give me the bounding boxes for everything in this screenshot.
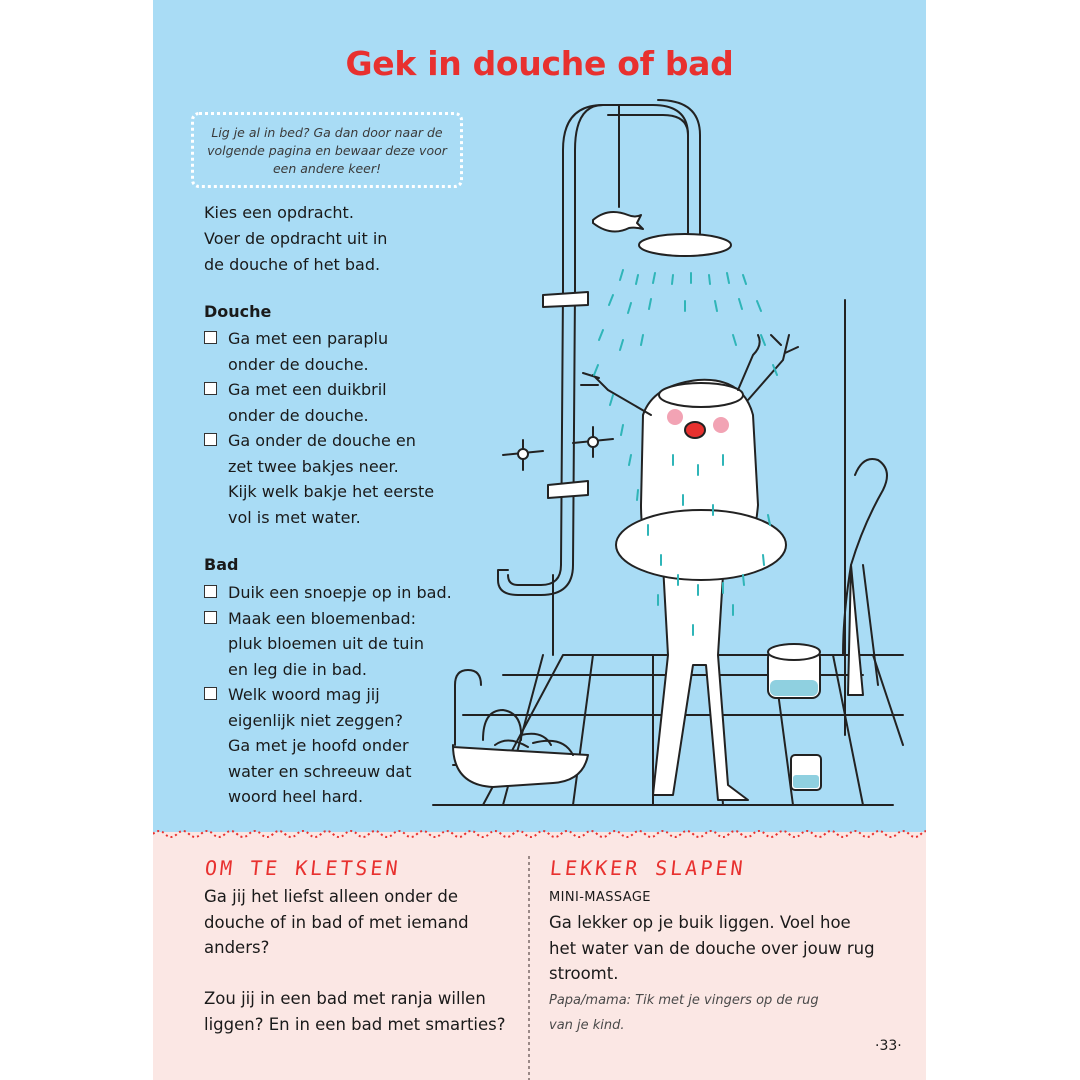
checkbox[interactable] (204, 687, 217, 700)
shower-head (639, 234, 731, 256)
mini-massage-label: MINI-MASSAGE (549, 890, 651, 905)
checkbox[interactable] (204, 611, 217, 624)
page-title: Gek in douche of bad (345, 44, 734, 83)
bad-heading: Bad (204, 555, 239, 574)
kletsen-text-1: Ga jij het liefst alleen onder de douche of in bad of met iemand anders? (204, 887, 469, 957)
book-page (153, 0, 926, 1080)
list-item: Ga met een duikbril onder de douche. (204, 377, 474, 428)
slapen-heading: LEKKER SLAPEN (548, 856, 747, 880)
list-item: Welk woord mag jij eigenlijk niet zeggen? Ga met je hoofd onder water en schreeuw dat woord heel hard. (204, 682, 474, 810)
goggles (659, 383, 743, 407)
column-divider (528, 856, 530, 1080)
shower-pipe (658, 100, 700, 235)
fish (593, 212, 643, 232)
toy-bath (455, 670, 481, 745)
person-arm (581, 373, 651, 415)
slapen-text: Ga lekker op je buik liggen. Voel hoe het water van de douche over jouw rug stroomt. (549, 913, 875, 983)
list-item: Maak een bloemenbad: pluk bloemen uit de tuin en leg die in bad. (204, 606, 474, 683)
tap (503, 427, 613, 470)
kletsen-text-2: Zou jij in een bad met ranja willen liggen? En in een bad met smarties? (204, 989, 506, 1034)
mouth (685, 422, 705, 438)
list-item: Ga onder de douche en zet twee bakjes neer. Kijk welk bakje het eerste vol is met water. (204, 428, 474, 530)
bracket (548, 481, 588, 498)
snorkel (738, 335, 760, 390)
intro-line: Kies een opdracht. (204, 203, 354, 222)
toy-octopus (483, 710, 573, 755)
toy-bath (453, 745, 588, 787)
shower-illustration (423, 95, 926, 825)
intro-line: de douche of het bad. (204, 255, 381, 274)
swim-ring (616, 510, 786, 580)
parent-note: Papa/mama: Tik met je vingers op de rug van je kind. (549, 993, 819, 1033)
intro-line: Voer de opdracht uit in (204, 229, 388, 248)
checkbox[interactable] (204, 433, 217, 446)
checkbox[interactable] (204, 331, 217, 344)
shower-pipe (575, 105, 613, 290)
dotted-divider (153, 826, 926, 840)
checkbox[interactable] (204, 382, 217, 395)
bedtime-note: Lig je al in bed? Ga dan door naar de volgende pagina en bewaar deze voor een andere keer! (191, 112, 463, 188)
bracket (543, 292, 588, 307)
kletsen-heading: OM TE KLETSEN (203, 856, 402, 880)
checkbox[interactable] (204, 585, 217, 598)
list-item: Ga met een paraplu onder de douche. (204, 326, 474, 377)
douche-heading: Douche (204, 302, 272, 321)
page-number: ·33· (875, 1038, 902, 1054)
list-item: Duik een snoepje op in bad. (204, 580, 474, 606)
person-body (641, 380, 758, 800)
